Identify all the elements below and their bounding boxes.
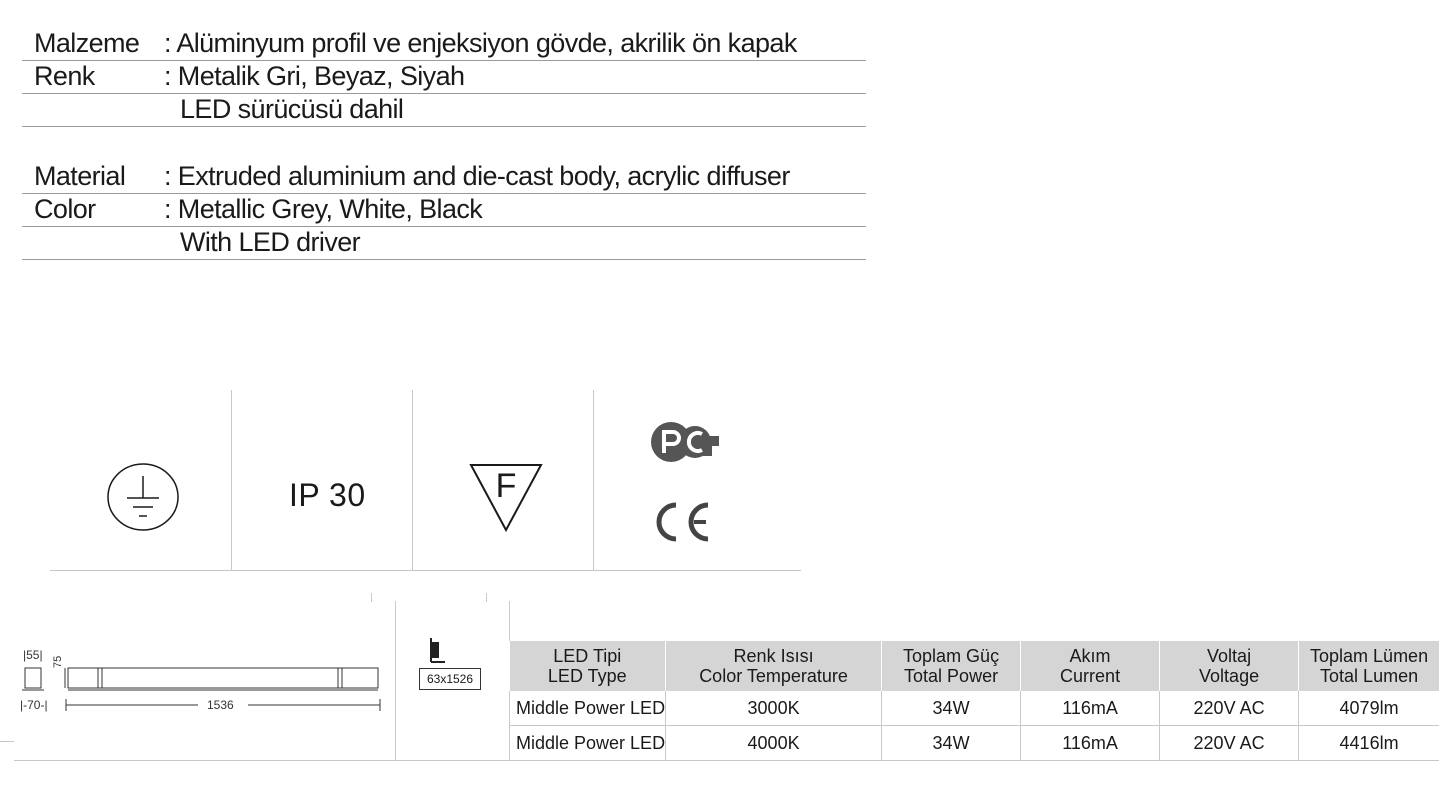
color-value-tr: : Metalik Gri, Beyaz, Siyah bbox=[164, 61, 465, 91]
spec-row-driver-en bbox=[22, 226, 866, 260]
spec-row-driver-tr bbox=[22, 93, 866, 127]
ip-rating: IP 30 bbox=[289, 477, 366, 513]
header-total-lumen bbox=[1299, 641, 1440, 691]
header-current bbox=[1021, 641, 1160, 691]
header-voltage bbox=[1160, 641, 1299, 691]
header-label-en: Voltage bbox=[1199, 666, 1260, 686]
header-label-en: Color Temperature bbox=[699, 666, 848, 686]
icon-strip-baseline bbox=[50, 570, 801, 571]
color-value-en: : Metallic Grey, White, Black bbox=[164, 194, 483, 224]
cell-led-type: Middle Power LED bbox=[510, 726, 666, 761]
divider bbox=[593, 390, 594, 570]
divider bbox=[0, 741, 14, 742]
cell-total-lumen: 4416lm bbox=[1299, 726, 1440, 761]
table-bottom-rule bbox=[14, 760, 1418, 761]
specs-table bbox=[509, 641, 1439, 761]
cutout-dimension-box: 63x1526 bbox=[419, 668, 481, 690]
f-mark-triangle-icon bbox=[468, 463, 544, 533]
cell-current: 116mA bbox=[1021, 726, 1160, 761]
color-label-tr: Renk bbox=[34, 61, 95, 91]
height-dimension: |55| bbox=[23, 648, 43, 662]
cell-led-type: Middle Power LED bbox=[510, 691, 666, 726]
header-label-tr: Renk Isısı bbox=[733, 646, 814, 666]
material-value-en: : Extruded aluminium and die-cast body, acrylic diffuser bbox=[164, 161, 790, 191]
color-label-en: Color bbox=[34, 194, 96, 224]
divider bbox=[509, 601, 510, 641]
divider bbox=[231, 390, 232, 570]
header-label-tr: Akım bbox=[1069, 646, 1111, 666]
spec-row-material-en bbox=[22, 160, 866, 194]
divider bbox=[412, 390, 413, 570]
cell-total-power: 34W bbox=[882, 691, 1021, 726]
table-row bbox=[510, 726, 1440, 761]
header-total-power bbox=[882, 641, 1021, 691]
driver-value-tr: LED sürücüsü dahil bbox=[180, 94, 404, 124]
cell-total-lumen: 4079lm bbox=[1299, 691, 1440, 726]
table-row bbox=[510, 691, 1440, 726]
spec-row-color-en bbox=[22, 193, 866, 227]
length-dimension: 1536 bbox=[207, 698, 234, 712]
cell-voltage: 220V AC bbox=[1160, 691, 1299, 726]
earth-ground-icon bbox=[106, 462, 180, 532]
cell-voltage: 220V AC bbox=[1160, 726, 1299, 761]
ce-mark-icon bbox=[652, 501, 714, 543]
header-led-type bbox=[510, 641, 666, 691]
body-height-dimension: 75 bbox=[52, 655, 64, 668]
table-header-row bbox=[510, 641, 1440, 691]
spec-row-material-tr bbox=[22, 27, 866, 61]
cell-total-power: 34W bbox=[882, 726, 1021, 761]
dimension-drawing bbox=[20, 648, 388, 716]
header-label-en: Total Power bbox=[904, 666, 999, 686]
cell-color-temperature: 3000K bbox=[666, 691, 882, 726]
header-label-en: Current bbox=[1060, 666, 1121, 686]
pct-certification-logo-icon bbox=[650, 420, 722, 466]
cell-color-temperature: 4000K bbox=[666, 726, 882, 761]
spec-row-color-tr bbox=[22, 60, 866, 94]
end-width-dimension: |-70-| bbox=[20, 698, 48, 712]
driver-value-en: With LED driver bbox=[180, 227, 361, 257]
material-label-en: Material bbox=[34, 161, 126, 191]
material-label-tr: Malzeme bbox=[34, 28, 140, 58]
cell-current: 116mA bbox=[1021, 691, 1160, 726]
header-label-tr: LED Tipi bbox=[553, 646, 622, 666]
recessed-mount-icon bbox=[423, 636, 453, 666]
f-mark-letter: F bbox=[495, 467, 517, 505]
divider bbox=[371, 593, 372, 602]
header-label-en: Total Lumen bbox=[1320, 666, 1419, 686]
header-color-temperature bbox=[666, 641, 882, 691]
header-label-tr: Toplam Güç bbox=[903, 646, 1000, 666]
header-label-en: LED Type bbox=[547, 666, 627, 686]
header-label-tr: Toplam Lümen bbox=[1310, 646, 1429, 666]
header-label-tr: Voltaj bbox=[1207, 646, 1252, 666]
material-value-tr: : Alüminyum profil ve enjeksiyon gövde, akrilik ön kapak bbox=[164, 28, 797, 58]
divider bbox=[486, 593, 487, 602]
divider bbox=[395, 601, 396, 761]
